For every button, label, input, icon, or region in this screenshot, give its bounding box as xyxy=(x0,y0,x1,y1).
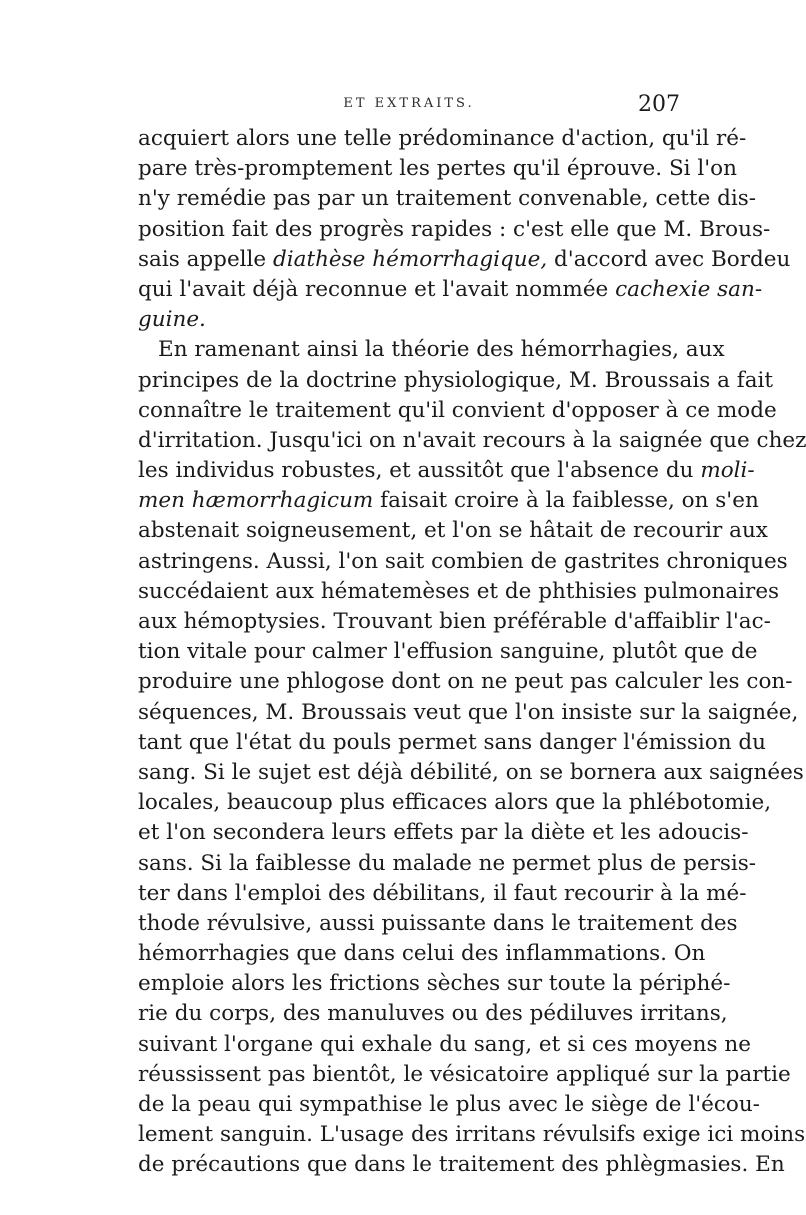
text-line: thode révulsive, aussi puissante dans le traitement des xyxy=(138,910,738,936)
text-line: rie du corps, des manuluves ou des pédiluves irritans, xyxy=(138,1001,728,1027)
italic-term: guine. xyxy=(138,307,206,333)
italic-term: diathèse hémorrhagique, xyxy=(272,246,548,272)
text-line xyxy=(138,245,791,275)
body-text xyxy=(138,124,806,1181)
text-line xyxy=(138,456,755,486)
text-line: aux hémoptysies. Trouvant bien préférable d'affaiblir l'ac- xyxy=(138,609,771,634)
text-segment: qui l'avait déjà reconnue et l'avait nommée xyxy=(138,276,616,302)
text-line: de la peau qui sympathise le plus avec le siège de l'écou- xyxy=(138,1092,760,1117)
text-line: hémorrhagies que dans celui des inflammations. On xyxy=(138,941,706,967)
text-line: ter dans l'emploi des débilitans, il faut recourir à la mé- xyxy=(138,880,747,906)
text-line xyxy=(138,305,680,335)
text-line: d'irritation. Jusqu'ici on n'avait recours à la saignée que chez xyxy=(138,427,806,453)
text-line: réussissent pas bientôt, le vésicatoire appliqué sur la partie xyxy=(138,1061,791,1087)
text-line: suivant l'organe qui exhale du sang, et si ces moyens ne xyxy=(138,1031,751,1057)
text-line: principes de la doctrine physiologique, M. Broussais a fait xyxy=(138,367,774,393)
text-line: de précautions que dans le traitement des phlègmasies. En xyxy=(138,1152,785,1178)
text-line: tant que l'état du pouls permet sans danger l'émission du xyxy=(138,729,767,755)
text-segment: d'accord avec Bordeu xyxy=(547,246,791,272)
text-line: séquences, M. Broussais veut que l'on insiste sur la saignée, xyxy=(138,699,799,725)
text-line: et l'on secondera leurs effets par la diète et les adoucis- xyxy=(138,820,749,846)
page-header xyxy=(138,94,680,124)
italic-term: men hæmorrhagicum xyxy=(138,488,374,514)
text-segment: les individus robustes, et aussitôt que l'absence du xyxy=(138,458,701,484)
page-number: 207 xyxy=(638,92,680,117)
text-line: produire une phlogose dont on ne peut pas calculer les con- xyxy=(138,669,793,695)
text-line: lement sanguin. L'usage des irritans révulsifs exige ici moins xyxy=(138,1122,806,1148)
text-line xyxy=(138,275,763,305)
text-segment: faisait croire à la faiblesse, on s'en xyxy=(373,488,759,514)
text-line: pare très-promptement les pertes qu'il éprouve. Si l'on xyxy=(138,156,737,182)
text-line: succédaient aux hématemèses et de phthisies pulmonaires xyxy=(138,578,780,604)
text-line: n'y remédie pas par un traitement convenable, cette dis- xyxy=(138,186,757,212)
italic-term: cachexie san- xyxy=(615,276,763,302)
text-line: locales, beaucoup plus efficaces alors que la phlébotomie, xyxy=(138,790,772,816)
text-line: position fait des progrès rapides : c'est elle que M. Brous- xyxy=(138,216,771,242)
running-head: ET EXTRAITS. xyxy=(343,96,475,111)
text-line: tion vitale pour calmer l'effusion sanguine, plutôt que de xyxy=(138,639,758,665)
text-line: connaître le traitement qu'il convient d'opposer à ce mode xyxy=(138,397,777,423)
text-line: sans. Si la faiblesse du malade ne permet plus de persis- xyxy=(138,850,757,876)
text-line: En ramenant ainsi la théorie des hémorrhagies, aux xyxy=(158,337,725,363)
text-line xyxy=(138,486,759,516)
text-line: emploie alors les frictions sèches sur toute la périphé- xyxy=(138,971,731,997)
text-line: abstenait soigneusement, et l'on se hâtait de recourir aux xyxy=(138,518,768,544)
italic-term: moli- xyxy=(700,458,755,484)
text-line: sang. Si le sujet est déjà débilité, on se bornera aux saignées xyxy=(138,759,804,785)
text-segment: sais appelle xyxy=(138,246,273,272)
text-line: astringens. Aussi, l'on sait combien de gastrites chroniques xyxy=(138,548,788,574)
text-line: acquiert alors une telle prédominance d'action, qu'il ré- xyxy=(138,126,747,151)
